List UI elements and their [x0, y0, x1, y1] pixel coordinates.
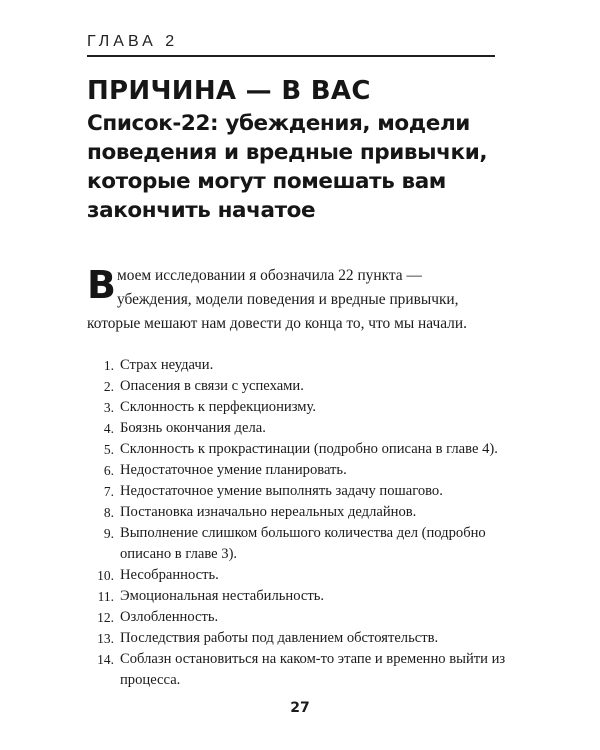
- list-item-text: Последствия работы под давлением обстоятельств.: [120, 630, 439, 646]
- section-title: ПРИЧИНА — В ВАС: [87, 76, 371, 106]
- list-item-number: 6.: [103, 463, 114, 478]
- list-item: [87, 355, 507, 376]
- list-item: [87, 397, 507, 418]
- list-item-number: 10.: [97, 568, 114, 583]
- list-item-text: Опасения в связи с успехами.: [120, 378, 304, 394]
- list-item-number: 3.: [103, 400, 114, 415]
- header-divider: [87, 55, 495, 57]
- list-item-text: Недостаточное умение выполнять задачу пошагово.: [120, 483, 443, 499]
- chapter-label: ГЛАВА 2: [87, 33, 179, 50]
- list-item: [87, 460, 507, 481]
- list-item: [87, 418, 507, 439]
- page-number: 27: [290, 700, 310, 716]
- list-item-text: Склонность к прокрастинации (подробно описана в главе 4).: [120, 441, 498, 457]
- list-item-number: 7.: [103, 484, 114, 499]
- reasons-list: [87, 355, 507, 691]
- list-item: [87, 565, 507, 586]
- list-item-text: Выполнение слишком большого количества дел (подробно описано в главе 3).: [120, 525, 486, 562]
- list-item: [87, 439, 507, 460]
- list-item-number: 2.: [103, 379, 114, 394]
- list-item-text: Недостаточное умение планировать.: [120, 462, 347, 478]
- list-item: [87, 376, 507, 397]
- list-item-text: Боязнь окончания дела.: [120, 420, 266, 436]
- list-item-number: 14.: [97, 652, 114, 667]
- list-item-number: 8.: [103, 505, 114, 520]
- list-item-text: Постановка изначально нереальных дедлайнов.: [120, 504, 417, 520]
- list-item-number: 4.: [103, 421, 114, 436]
- list-item-number: 11.: [97, 589, 114, 604]
- list-item: [87, 628, 507, 649]
- list-item-number: 9.: [103, 526, 114, 541]
- list-item-number: 13.: [97, 631, 114, 646]
- list-item: [87, 502, 507, 523]
- drop-cap: В: [87, 263, 116, 307]
- list-item-number: 1.: [103, 358, 114, 373]
- list-item-text: Несобранность.: [120, 567, 219, 583]
- section-subtitle: Список-22: убеждения, модели поведения и вредные привычки, которые могут помешать вам закончить начатое: [87, 111, 488, 223]
- list-item: [87, 649, 507, 691]
- list-item-text: Эмоциональная нестабильность.: [120, 588, 325, 604]
- list-item-text: Страх неудачи.: [120, 357, 214, 373]
- list-item-text: Озлобленность.: [120, 609, 219, 625]
- list-item: [87, 481, 507, 502]
- list-item-number: 12.: [97, 610, 114, 625]
- list-item-text: Соблазн остановиться на каком-то этапе и временно выйти из процесса.: [120, 651, 506, 688]
- list-item-number: 5.: [103, 442, 114, 457]
- list-item: [87, 607, 507, 628]
- list-item-text: Склонность к перфекционизму.: [120, 399, 317, 415]
- intro-paragraph: [87, 264, 497, 336]
- list-item: [87, 586, 507, 607]
- intro-text: моем исследовании я обозначила 22 пункта — убеждения, модели поведения и вредные привычки, которые мешают нам довести до конца то, что мы начали.: [87, 267, 467, 332]
- list-item: [87, 523, 507, 565]
